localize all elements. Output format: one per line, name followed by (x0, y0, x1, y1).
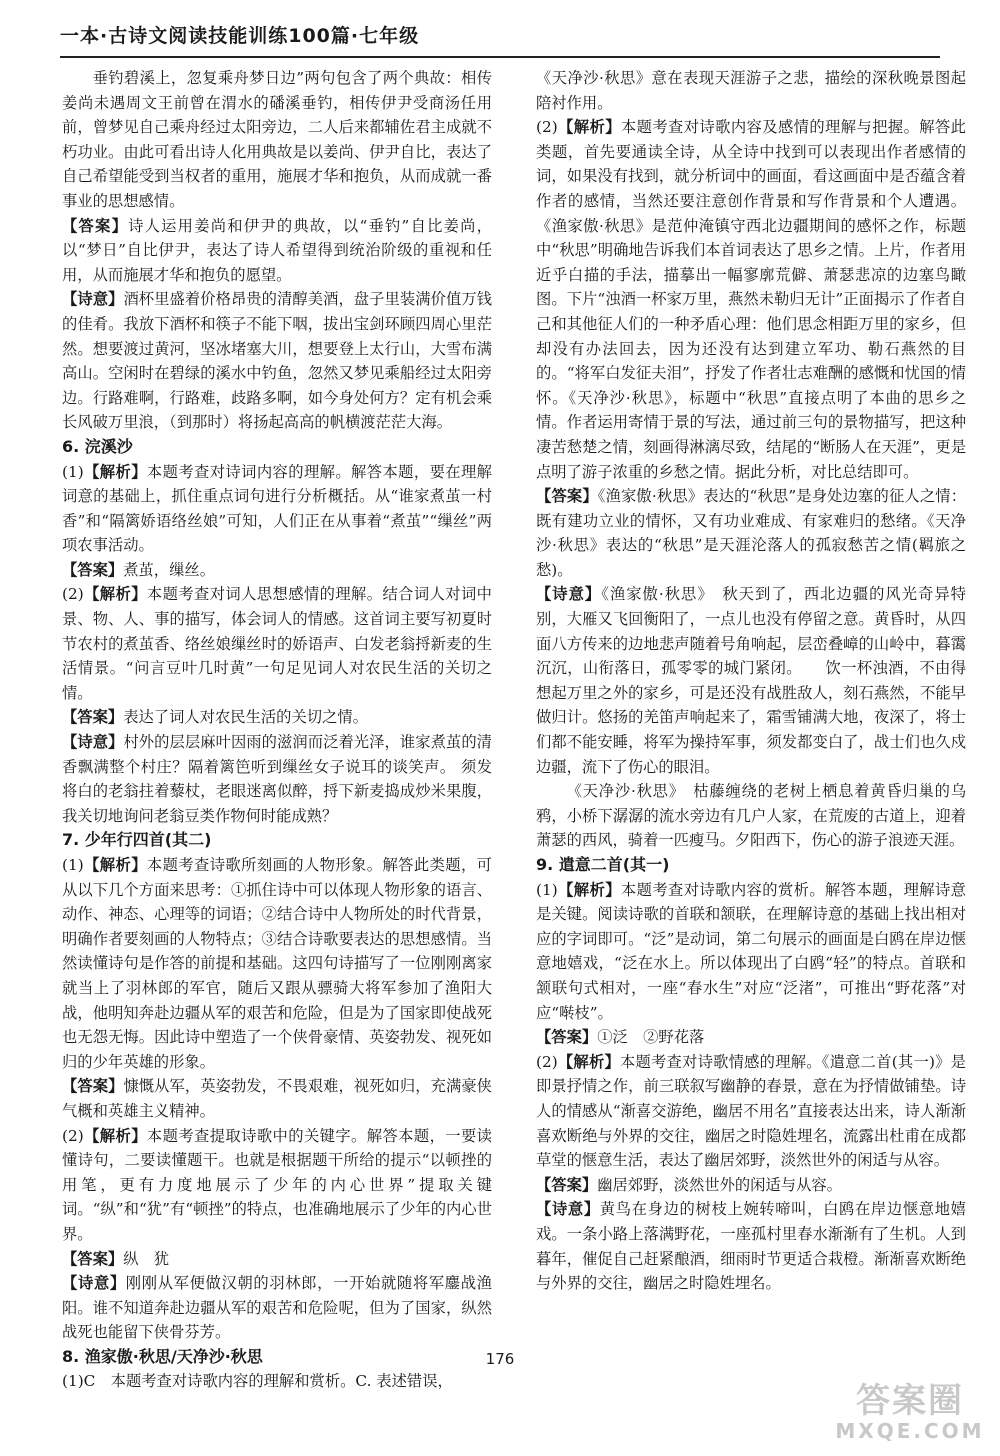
analysis-block (62, 582, 492, 705)
answer-text: 诗人运用姜尚和伊尹的典故，以“垂钓”自比姜尚，以“梦日”自比伊尹，表达了诗人希望得到统治阶级的重视和任用，从而施展才华和抱负的愿望。 (62, 216, 492, 284)
analysis-text: 本题考查对诗词内容的理解。解答本题，要在理解词意的基础上，抓住重点词句进行分析概括。从“谁家煮茧一村香”和“隔篱娇语络丝娘”可知，人们正在从事着“煮茧”“缫丝”两项农事活动。 (62, 462, 492, 555)
answer-text: ①泛 ②野花落 (597, 1028, 705, 1047)
answer-block (62, 1074, 492, 1123)
translation-tag: 【诗意】 (62, 733, 124, 752)
analysis-tag: 【解析】 (557, 118, 621, 137)
analysis-block (62, 1124, 492, 1247)
answer-text: 幽居郊野，淡然世外的闲适与从容。 (597, 1175, 842, 1194)
question-title: 8. 渔家傲·秋思/天净沙·秋思 (62, 1346, 263, 1366)
analysis-block: (1)C 本题考查对诗歌内容的理解和赏析。C. 表述错误， (62, 1372, 453, 1391)
answer-block (62, 214, 492, 288)
translation-block (536, 1197, 966, 1295)
translation-block (62, 730, 492, 828)
analysis-tag: 【解析】 (83, 585, 147, 604)
answer-tag: 【答案】 (536, 1028, 598, 1047)
translation-block (62, 1271, 492, 1345)
watermark-logo (835, 1382, 985, 1448)
sub-number: (2) (536, 1052, 558, 1071)
sub-number: (2) (536, 118, 558, 137)
answer-text: 煮茧，缫丝。 (123, 560, 215, 579)
analysis-tag: 【解析】 (557, 880, 621, 899)
translation-text: 酒杯里盛着价格昂贵的清醇美酒，盘子里装满价值万钱的佳肴。我放下酒杯和筷子不能下咽，拔出宝剑环顾四周心里茫然。想要渡过黄河，坚冰堵塞大川，想要登上太行山，大雪布满高山。空闲时在碧绿的溪水中钓鱼，忽然又梦见乘船经过太阳旁边。行路难啊，行路难，歧路多啊，如今身处何方？定有机会乘长风破万里浪，（到那时）将扬起高高的帆横渡茫茫大海。 (62, 290, 492, 432)
answer-block (536, 1025, 966, 1050)
translation-block (536, 582, 966, 779)
analysis-tag: 【解析】 (557, 1052, 620, 1071)
answer-tag: 【答案】 (536, 487, 598, 506)
answer-text: 表达了词人对农民生活的关切之情。 (123, 708, 368, 727)
right-column (536, 66, 966, 1296)
analysis-block (536, 1050, 966, 1173)
answer-tag: 【答案】 (62, 216, 129, 235)
running-header: 一本·古诗文阅读技能训练100篇·七年级 (60, 16, 940, 58)
answer-tag: 【答案】 (62, 1077, 124, 1096)
answer-tag: 【答案】 (62, 708, 124, 727)
analysis-block (62, 853, 492, 1074)
answer-text: 纵 犹 (123, 1249, 170, 1268)
translation-tag: 【诗意】 (536, 585, 602, 604)
sub-number: (1) (62, 856, 84, 874)
answer-text: 《渔家傲·秋思》表达的“秋思”是身处边塞的征人之情：既有建功立业的情怀，又有功业难成、有家难归的愁绪。《天净沙·秋思》表达的“秋思”是天涯沦落人的孤寂愁苦之情(羁旅之愁)。 (536, 487, 966, 579)
translation-tag: 【诗意】 (62, 290, 124, 309)
watermark-title: 答案圈 (856, 1381, 964, 1421)
analysis-block (536, 115, 966, 484)
answer-tag: 【答案】 (62, 1249, 124, 1268)
translation-text: 刚刚从军便做汉朝的羽林郎，一开始就随将军鏖战渔阳。谁不知道奔赴边疆从军的艰苦和危险呢，但为了国家，纵然战死也能留下侠骨芬芳。 (62, 1274, 492, 1342)
analysis-block (62, 460, 492, 558)
translation-text: 《天净沙·秋思》 枯藤缠绕的老树上栖息着黄昏归巢的乌鸦，小桥下潺潺的流水旁边有几户人家，在荒废的古道上，迎着萧瑟的西风，骑着一匹瘦马。夕阳西下，伤心的游子浪迹天涯。 (536, 782, 966, 850)
analysis-text: 本题考查对诗歌情感的理解。《遣意二首(其一)》是即景抒情之作，前三联叙写幽静的春景，意在为抒情做铺垫。诗人的情感从“渐喜交游绝，幽居不用名”直接表达出来，诗人渐渐喜欢断绝与外界的交往，幽居之时隐姓埋名，流露出杜甫在成都草堂的惬意生活，表达了幽居郊野，淡然世外的闲适与从容。 (536, 1052, 966, 1170)
watermark-url: MXQE.COM (835, 1419, 985, 1443)
translation-tag: 【诗意】 (536, 1200, 600, 1219)
sub-number: (1) (62, 462, 84, 481)
analysis-text: 本题考查对词人思想感情的理解。结合词人对词中景、物、人、事的描写，体会词人的情感。这首词主要写初夏时节农村的煮茧香、络丝娘缫丝时的娇语声、白发老翁捋新麦的生活情景。“问言豆叶几时黄”一句足见词人对农民生活的关切之情。 (62, 585, 492, 702)
translation-text: 《渔家傲·秋思》 秋天到了，西北边疆的风光奇异特别，大雁又飞回衡阳了，一点儿也没有停留之意。黄昏时，从四面八方传来的边地悲声随着号角响起，层峦叠嶂的山岭中，暮霭沉沉，山衔落日，孤零零的城门紧闭。 饮一杯浊酒，不由得想起万里之外的家乡，可是还没有战胜敌人，刻石燕然，不能早做归计。悠扬的羌笛声响起来了，霜雪铺满大地，夜深了，将士们都不能安睡，将军为操持军事，须发都变白了，战士们也久戍边疆，流下了伤心的眼泪。 (536, 585, 966, 776)
translation-block (62, 287, 492, 435)
paragraph: 垂钓碧溪上，忽复乘舟梦日边”两句包含了两个典故：相传姜尚未遇周文王前曾在渭水的磻溪垂钓，相传伊尹受商汤任用前，曾梦见自己乘舟经过太阳旁边，二人后来都辅佐君主成就不朽功业。由此可看出诗人化用典故是以姜尚、伊尹自比，表达了自己希望能受到当权者的重用，施展才华和抱负，从而成就一番事业的思想感情。 (62, 69, 492, 210)
answer-block (62, 1247, 492, 1272)
left-column (62, 66, 492, 1394)
answer-tag: 【答案】 (62, 560, 124, 579)
sub-number: (1) (536, 880, 558, 899)
translation-text: 村外的层层麻叶因雨的滋润而泛着光泽，谁家煮茧的清香飘满整个村庄？隔着篱笆听到缫丝女子说耳的谈笑声。 须发将白的老翁拄着藜杖，老眼迷离似醉，捋下新麦捣成炒米果腹，我关切地询问老翁豆类作物何时能成熟？ (62, 733, 492, 825)
question-title: 7. 少年行四首(其二) (62, 830, 212, 850)
answer-text: 慷慨从军，英姿勃发，不畏艰难，视死如归，充满豪侠气概和英雄主义精神。 (62, 1077, 492, 1120)
question-title: 9. 遣意二首(其一) (536, 855, 670, 874)
analysis-tag: 【解析】 (83, 856, 147, 874)
answer-block (536, 1173, 966, 1198)
answer-block (62, 558, 492, 583)
analysis-tag: 【解析】 (83, 462, 147, 481)
analysis-block (536, 878, 966, 1026)
answer-block (62, 705, 492, 730)
question-title: 6. 浣溪沙 (62, 436, 133, 456)
answer-block (536, 484, 966, 582)
analysis-text: 本题考查对诗歌内容的赏析。解答本题，理解诗意是关键。阅读诗歌的首联和颔联，在理解诗意的基础上找出相对应的字词即可。“泛”是动词，第二句展示的画面是白鸥在岸边惬意地嬉戏，“泛在水上。所以体现出了白鸥“轻”的特点。首联和颔联句式相对，一座“春水生”对应“泛渚”，可推出“野花落”对应“啭枝”。 (536, 880, 966, 1022)
sub-number: (2) (62, 585, 84, 604)
sub-number: (2) (62, 1126, 84, 1145)
answer-tag: 【答案】 (536, 1175, 598, 1194)
paragraph: 《天净沙·秋思》意在表现天涯游子之悲，描绘的深秋晚景图起陪衬作用。 (536, 69, 966, 112)
analysis-text: 本题考查提取诗歌中的关键字。解答本题，一要读懂诗句，二要读懂题干。也就是根据题干所给的提示“以顿挫的用笔，更有力度地展示了少年的内心世界”提取关键词。“纵”和“犹”有“顿挫”的特点，也准确地展示了少年的内心世界。 (62, 1126, 492, 1243)
translation-tag: 【诗意】 (62, 1274, 126, 1293)
analysis-text: 本题考查诗歌所刻画的人物形象。解答此类题，可从以下几个方面来思考：①抓住诗中可以体现人物形象的语言、动作、神态、心理等的词语；②结合诗中人物所处的时代背景，明确作者要刻画的人物特点；③结合诗歌要表达的思想感情。当然读懂诗句是作答的前提和基础。这四句诗描写了一位刚刚离家就当上了羽林郎的军官，随后又跟从骠骑大将军参加了渔阳大战，他明知奔赴边疆从军的艰苦和危险，但是为了国家即使战死也无怨无悔。因此诗中塑造了一个侠骨豪情、英姿勃发、视死如归的少年英雄的形象。 (62, 856, 492, 1071)
page-number: 176 (485, 1350, 515, 1368)
analysis-tag: 【解析】 (83, 1126, 147, 1145)
translation-text: 黄鸟在身边的树枝上婉转啼叫，白鸥在岸边惬意地嬉戏。一条小路上落满野花，一座孤村里春水渐渐有了生机。人到暮年，催促自己赶紧酿酒，细雨时节更适合栽橙。渐渐喜欢断绝与外界的交往，幽居之时隐姓埋名。 (536, 1200, 966, 1293)
analysis-text: 本题考查对诗歌内容及感情的理解与把握。解答此类题，首先要通读全诗，从全诗中找到可以表现出作者感情的词，如果没有找到，就分析词中的画面，看这画面中是否蕴含着作者的感情，当然还要注意创作背景和写作背景和个人遭遇。《渔家傲·秋思》是范仲淹镇守西北边疆期间的感怀之作，标题中“秋思”明确地告诉我们本首词表达了思乡之情。上片，作者用近乎白描的手法，描摹出一幅寥廓荒僻、萧瑟悲凉的边塞鸟瞰图。下片“浊酒一杯家万里，燕然未勒归无计”正面揭示了作者自己和其他征人们的一种矛盾心理：他们思念相距万里的家乡，但却没有办法回去，因为还没有达到建立军功、勒石燕然的目的。“将军白发征夫泪”，抒发了作者壮志难酬的感慨和忧国的情怀。《天净沙·秋思》，标题中“秋思”直接点明了本曲的思乡之情。作者运用寄情于景的写法，通过前三句的景物描写，把这种凄苦愁楚之情，刻画得淋漓尽致，结尾的“断肠人在天涯”，更是点明了游子浓重的乡愁之情。据此分析，对比总结即可。 (536, 118, 966, 481)
